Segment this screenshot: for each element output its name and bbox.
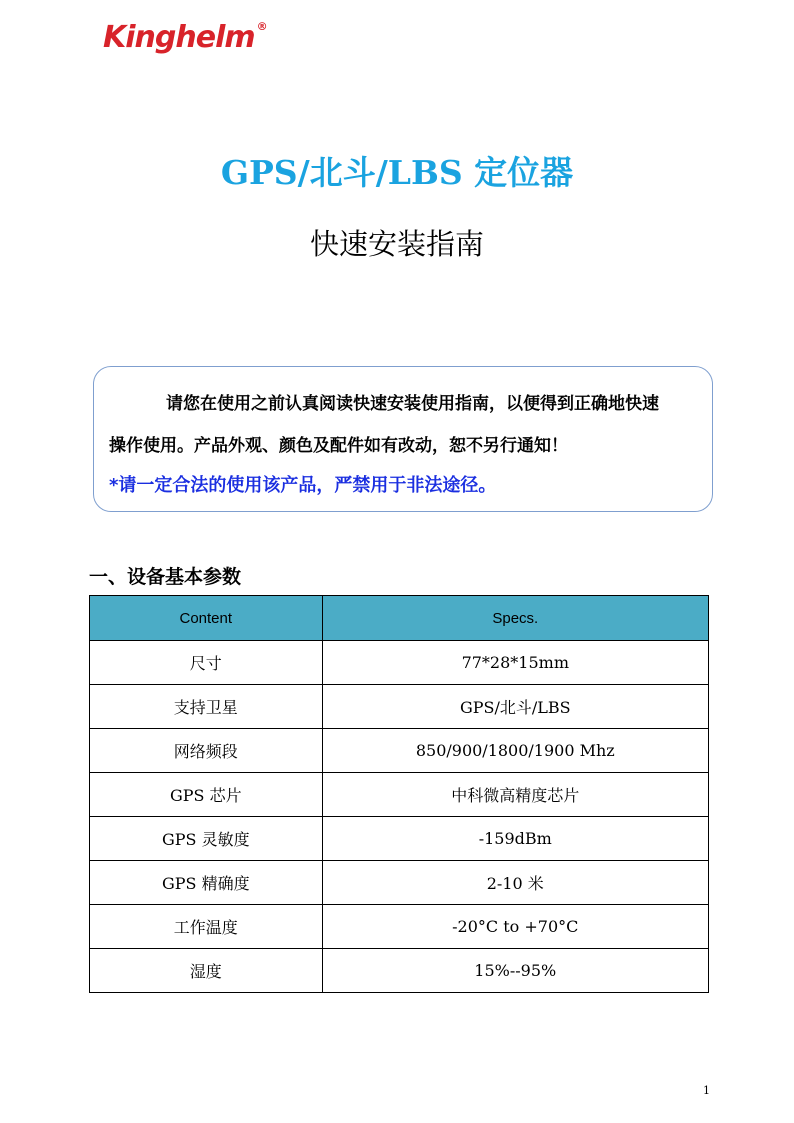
spec-value: 2-10 米 bbox=[322, 861, 708, 905]
notice-box bbox=[93, 366, 713, 512]
document-title: GPS/北斗/LBS 定位器 bbox=[220, 153, 574, 192]
spec-value: -20°C to +70°C bbox=[322, 905, 708, 949]
spec-label: GPS 芯片 bbox=[90, 773, 323, 817]
spec-label: 尺寸 bbox=[90, 641, 323, 685]
document-subtitle: 快速安装指南 bbox=[309, 227, 484, 261]
table-row bbox=[90, 905, 709, 949]
table-row bbox=[90, 817, 709, 861]
header-specs: Specs. bbox=[322, 596, 708, 641]
specs-table bbox=[89, 595, 709, 993]
spec-label: GPS 精确度 bbox=[90, 861, 323, 905]
spec-label: GPS 灵敏度 bbox=[90, 817, 323, 861]
spec-value: GPS/北斗/LBS bbox=[322, 685, 708, 729]
table-row bbox=[90, 729, 709, 773]
table-row bbox=[90, 861, 709, 905]
header-content: Content bbox=[90, 596, 323, 641]
legal-warning: *请一定合法的使用该产品，严禁用于非法途径。 bbox=[109, 475, 497, 496]
kinghelm-logo bbox=[103, 20, 267, 55]
spec-value: 15%--95% bbox=[322, 949, 708, 993]
table-header-row bbox=[90, 596, 709, 641]
registered-mark: ® bbox=[256, 20, 267, 33]
spec-value: 中科微高精度芯片 bbox=[322, 773, 708, 817]
spec-label: 网络频段 bbox=[90, 729, 323, 773]
spec-label: 湿度 bbox=[90, 949, 323, 993]
spec-label: 工作温度 bbox=[90, 905, 323, 949]
spec-value: 77*28*15mm bbox=[322, 641, 708, 685]
logo-text: Kinghelm bbox=[103, 20, 255, 55]
table-row bbox=[90, 773, 709, 817]
table-row bbox=[90, 949, 709, 993]
notice-line-2: 操作使用。产品外观、颜色及配件如有改动，恕不另行通知！ bbox=[109, 436, 568, 456]
section-title: 一、设备基本参数 bbox=[89, 566, 242, 588]
spec-label: 支持卫星 bbox=[90, 685, 323, 729]
spec-value: 850/900/1800/1900 Mhz bbox=[322, 729, 708, 773]
spec-value: -159dBm bbox=[322, 817, 708, 861]
notice-line-1: 请您在使用之前认真阅读快速安装使用指南，以便得到正确地快速 bbox=[166, 394, 659, 414]
table-row bbox=[90, 685, 709, 729]
page-number: 1 bbox=[703, 1084, 710, 1097]
table-row bbox=[90, 641, 709, 685]
